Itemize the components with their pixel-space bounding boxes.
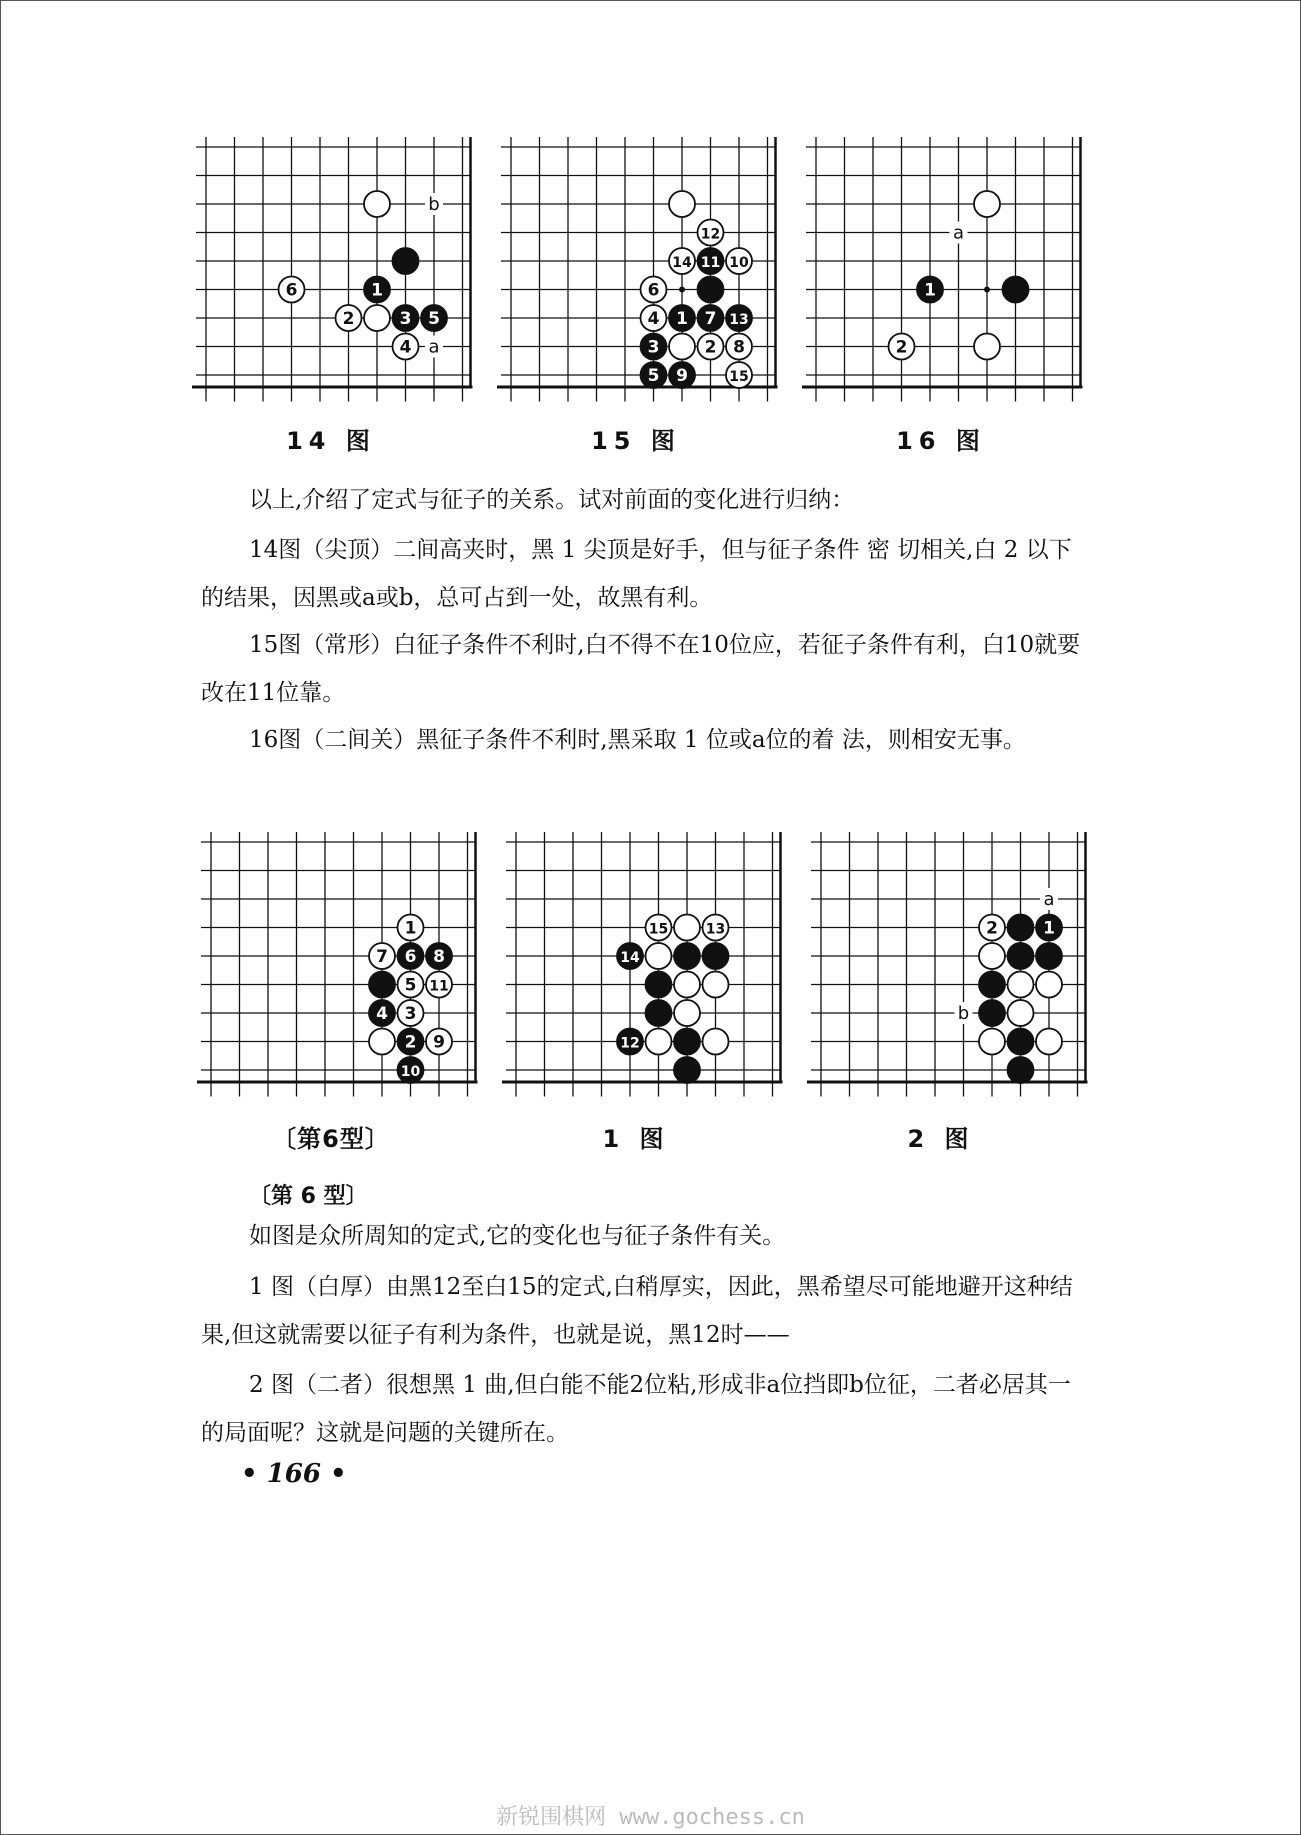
black-stone xyxy=(698,248,724,274)
white-stone xyxy=(1036,972,1062,998)
paragraph-2: 2 图（二者）很想黑 1 曲,但白能不能2位粘,形成非a位挡即b位征，二者必居其一的局面呢？这就是问题的关键所在。 xyxy=(201,1372,1071,1446)
white-stone xyxy=(364,305,390,331)
white-stone xyxy=(393,334,419,360)
black-stone xyxy=(1036,915,1062,941)
go-board xyxy=(186,129,476,409)
board-letter: a xyxy=(952,222,965,244)
black-stone xyxy=(617,1029,643,1055)
white-stone xyxy=(674,972,700,998)
white-stone xyxy=(979,1029,1005,1055)
paragraph-1: 1 图（白厚）由黑12至白15的定式,白稍厚实，因此，黑希望尽可能地避开这种结果,但这就需要以征子有利为条件，也就是说，黑12时—— xyxy=(201,1274,1073,1348)
go-board xyxy=(801,824,1091,1104)
move-number: 3 xyxy=(647,337,660,358)
black-stone xyxy=(1003,277,1029,303)
black-stone xyxy=(669,305,695,331)
paragraph-14: 14图（尖顶）二间高夹时，黑 1 尖顶是好手，但与征子条件 密 切相关,白 2 以下的结果，因黑或a或b，总可占到一处，故黑有利。 xyxy=(201,537,1072,611)
white-stone xyxy=(669,248,695,274)
caption-1: 1 图 xyxy=(602,1125,670,1153)
diagram-2 xyxy=(801,824,1091,1104)
black-stone xyxy=(641,362,667,388)
white-stone xyxy=(698,220,724,246)
black-stone xyxy=(979,972,1005,998)
white-stone xyxy=(703,915,729,941)
white-stone xyxy=(1008,1000,1034,1026)
paragraph-16: 16图（二间关）黑征子条件不利时,黑采取 1 位或a位的着 法，则相安无事。 xyxy=(249,727,1026,753)
move-number: 6 xyxy=(285,280,298,301)
black-stone xyxy=(393,305,419,331)
caption-16: 16 图 xyxy=(896,427,986,455)
black-stone xyxy=(979,1000,1005,1026)
black-stone xyxy=(398,1057,424,1083)
move-number: 3 xyxy=(404,1004,417,1024)
diagram-1 xyxy=(496,824,786,1104)
white-stone xyxy=(974,334,1000,360)
move-number: 4 xyxy=(399,337,412,358)
white-stone xyxy=(703,972,729,998)
caption-15: 15 图 xyxy=(591,427,681,455)
white-stone xyxy=(398,1000,424,1026)
black-stone xyxy=(421,305,447,331)
move-number: 8 xyxy=(733,337,745,358)
white-stone xyxy=(703,1029,729,1055)
move-number: 2 xyxy=(895,337,908,358)
board-letter: b xyxy=(957,1003,970,1024)
black-stone xyxy=(646,972,672,998)
move-number: 8 xyxy=(433,947,445,967)
white-stone xyxy=(336,305,362,331)
move-number: 15 xyxy=(729,369,749,385)
black-stone xyxy=(698,277,724,303)
move-number: 9 xyxy=(433,1032,445,1053)
white-stone xyxy=(1008,972,1034,998)
black-stone xyxy=(617,943,643,969)
move-number: 5 xyxy=(647,366,660,386)
move-number: 7 xyxy=(704,309,717,329)
black-stone xyxy=(426,943,452,969)
move-number: 11 xyxy=(700,255,721,271)
caption-2: 2 图 xyxy=(907,1125,975,1153)
move-number: 2 xyxy=(404,1032,417,1053)
diagram-type-6 xyxy=(191,824,481,1104)
move-number: 15 xyxy=(648,921,669,938)
move-number: 5 xyxy=(428,309,440,329)
move-number: 3 xyxy=(399,309,412,329)
move-number: 4 xyxy=(376,1004,388,1024)
move-number: 2 xyxy=(342,309,355,329)
white-stone xyxy=(646,943,672,969)
move-number: 1 xyxy=(404,918,417,939)
black-stone xyxy=(1008,1029,1034,1055)
board-letter: b xyxy=(428,194,440,215)
paragraph-15: 15图（常形）白征子条件不利时,白不得不在10位应，若征子条件有利，白10就要改在11位靠。 xyxy=(201,632,1081,706)
move-number: 14 xyxy=(620,950,640,966)
star-point xyxy=(679,287,685,293)
page-number: • 166 • xyxy=(241,1459,347,1489)
white-stone xyxy=(726,334,752,360)
caption-14: 14 图 xyxy=(286,427,376,455)
move-number: 10 xyxy=(400,1064,421,1080)
black-stone xyxy=(917,277,943,303)
move-number: 10 xyxy=(729,255,749,271)
black-stone xyxy=(364,277,390,303)
go-board xyxy=(496,824,786,1104)
white-stone xyxy=(398,915,424,941)
black-stone xyxy=(674,943,700,969)
move-number: 13 xyxy=(729,312,749,328)
black-stone xyxy=(726,305,752,331)
black-stone xyxy=(1008,943,1034,969)
white-stone xyxy=(646,1029,672,1055)
move-number: 2 xyxy=(704,337,717,358)
white-stone xyxy=(674,915,700,941)
black-stone xyxy=(1036,943,1062,969)
white-stone xyxy=(974,191,1000,217)
paragraph-type-6: 如图是众所周知的定式,它的变化也与征子条件有关。 xyxy=(249,1223,786,1249)
move-number: 11 xyxy=(429,978,449,995)
move-number: 4 xyxy=(647,309,660,329)
move-number: 13 xyxy=(705,921,726,938)
white-stone xyxy=(426,972,452,998)
black-stone xyxy=(674,1029,700,1055)
black-stone xyxy=(646,1000,672,1026)
move-number: 1 xyxy=(924,280,936,301)
white-stone xyxy=(674,1000,700,1026)
white-stone xyxy=(669,334,695,360)
go-board xyxy=(191,824,481,1104)
move-number: 1 xyxy=(676,309,688,329)
black-stone xyxy=(703,943,729,969)
white-stone xyxy=(641,305,667,331)
white-stone xyxy=(979,915,1005,941)
black-stone xyxy=(398,1029,424,1055)
black-stone xyxy=(641,334,667,360)
move-number: 1 xyxy=(1043,918,1055,939)
watermark-footer: 新锐围棋网 www.gochess.cn xyxy=(496,1805,805,1830)
move-number: 14 xyxy=(672,255,692,271)
move-number: 2 xyxy=(986,918,998,939)
move-number: 12 xyxy=(620,1035,640,1052)
white-stone xyxy=(726,248,752,274)
black-stone xyxy=(398,943,424,969)
move-number: 6 xyxy=(404,947,417,967)
white-stone xyxy=(726,362,752,388)
white-stone xyxy=(1036,1029,1062,1055)
move-number: 9 xyxy=(676,366,688,386)
white-stone xyxy=(669,191,695,217)
black-stone xyxy=(369,1000,395,1026)
paragraph-intro: 以上,介绍了定式与征子的关系。试对前面的变化进行归纳： xyxy=(249,487,855,513)
white-stone xyxy=(426,1029,452,1055)
black-stone xyxy=(369,972,395,998)
board-letter: a xyxy=(428,336,440,358)
white-stone xyxy=(979,943,1005,969)
black-stone xyxy=(1008,915,1034,941)
move-number: 12 xyxy=(700,226,721,243)
white-stone xyxy=(398,972,424,998)
white-stone xyxy=(364,191,390,217)
white-stone xyxy=(698,334,724,360)
caption-type-6: 〔第6型〕 xyxy=(272,1125,390,1153)
board-letter: a xyxy=(1043,889,1055,910)
black-stone xyxy=(393,248,419,274)
white-stone xyxy=(369,943,395,969)
heading-type-6: 〔第 6 型〕 xyxy=(249,1184,368,1209)
black-stone xyxy=(674,1057,700,1083)
star-point xyxy=(984,287,990,293)
black-stone xyxy=(698,305,724,331)
black-stone xyxy=(669,362,695,388)
diagram-15 xyxy=(491,129,781,409)
black-stone xyxy=(1008,1057,1034,1083)
diagram-14 xyxy=(186,129,476,409)
go-board xyxy=(796,129,1086,409)
white-stone xyxy=(889,334,915,360)
move-number: 7 xyxy=(376,947,388,967)
move-number: 6 xyxy=(647,280,660,301)
white-stone xyxy=(279,277,305,303)
move-number: 5 xyxy=(404,975,417,996)
white-stone xyxy=(646,915,672,941)
white-stone xyxy=(641,277,667,303)
white-stone xyxy=(369,1029,395,1055)
move-number: 1 xyxy=(371,280,383,301)
go-board xyxy=(491,129,781,409)
diagram-16 xyxy=(796,129,1086,409)
